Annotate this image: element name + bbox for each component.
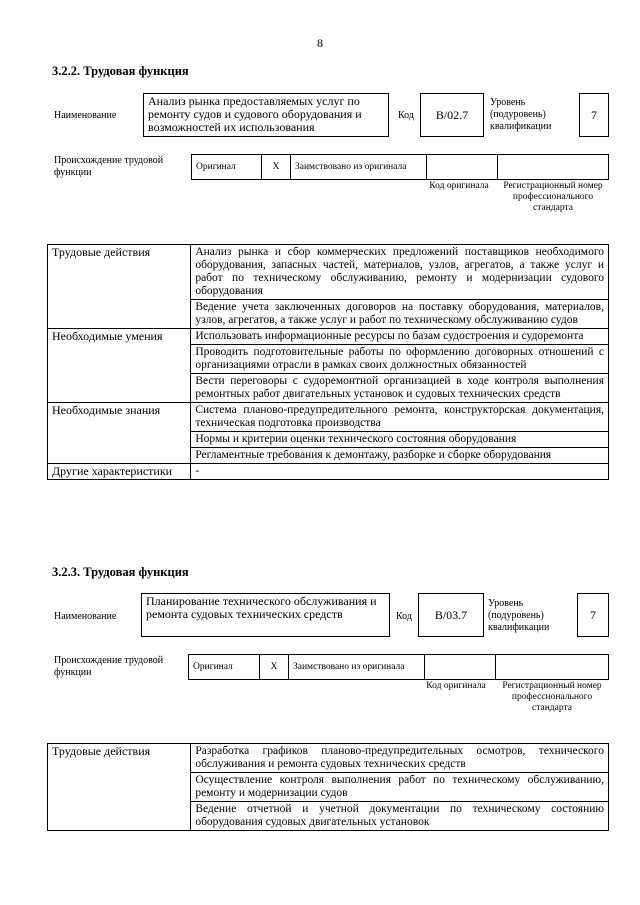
table-row <box>48 744 609 773</box>
code-label: Код <box>398 110 414 121</box>
origin-label: Происхождение трудовой функции <box>54 655 164 678</box>
row-item: Вести переговоры с судоремонтной организацией в ходе контроля выполнения ремонтных работ двигательных установок и судовых технических средств <box>191 374 609 403</box>
original-label: Оригинал <box>192 155 262 180</box>
qualification-level-box: 7 <box>577 593 609 637</box>
row-item: Использовать информационные ресурсы по базам судостроения и судоремонта <box>191 329 609 345</box>
row-item: Осуществление контроля выполнения работ по техническому обслуживанию, ремонту и модернизации судов <box>191 773 609 802</box>
original-mark: X <box>260 655 289 680</box>
origin-table <box>188 654 609 680</box>
origin-table <box>191 154 609 180</box>
name-label: Наименование <box>54 110 117 121</box>
origin-code-caption: Код оригинала <box>426 681 486 691</box>
row-head: Другие характеристики <box>48 464 191 480</box>
table-row <box>48 329 609 345</box>
original-mark: X <box>262 155 291 180</box>
section-title: 3.2.3. Трудовая функция <box>52 565 189 579</box>
row-head: Необходимые знания <box>48 403 191 464</box>
row-item: - <box>191 464 609 480</box>
borrowed-label: Заимствовано из оригинала <box>289 655 425 680</box>
row-head: Необходимые умения <box>48 329 191 403</box>
qualification-level-label: Уровень (подуровень) квалификации <box>490 97 552 132</box>
code-label: Код <box>396 611 412 622</box>
function-code-box: В/02.7 <box>420 93 484 137</box>
row-item: Ведение учета заключенных договоров на поставку оборудования, материалов, узлов, агрегатов, а также услуг и работ по техническому обслуживанию судов <box>191 300 609 329</box>
reg-number-cell <box>496 655 609 680</box>
row-item: Ведение отчетной и учетной документации по техническому состоянию оборудования судовых двигательных установок <box>191 802 609 831</box>
reg-number-caption: Регистрационный номер профессионального стандарта <box>503 181 603 213</box>
row-item: Регламентные требования к демонтажу, разборке и сборке оборудования <box>191 448 609 464</box>
qualification-level-label: Уровень (подуровень) квалификации <box>488 598 550 633</box>
row-head: Трудовые действия <box>48 245 191 329</box>
row-head: Трудовые действия <box>48 744 191 831</box>
reg-number-cell <box>498 155 609 180</box>
section-title: 3.2.2. Трудовая функция <box>52 64 189 78</box>
function-name-box: Планирование технического обслуживания и ремонта судовых технических средств <box>141 593 390 637</box>
table-row <box>48 464 609 480</box>
original-label: Оригинал <box>189 655 260 680</box>
name-label: Наименование <box>54 611 117 622</box>
row-item: Анализ рынка и сбор коммерческих предложений поставщиков необходимого оборудования, запасных частей, материалов, узлов, агрегатов, а также услуг и работ по техническому обслуживанию, ремонту и модернизации судового оборудования <box>191 245 609 300</box>
origin-code-cell <box>425 655 496 680</box>
table-row <box>48 403 609 432</box>
function-name-box: Анализ рынка предоставляемых услуг по ремонту судов и судового оборудования и возможностей их использования <box>143 93 389 137</box>
row-item: Разработка графиков планово-предупредительных осмотров, технического обслуживания и ремонта судовых технических средств <box>191 744 609 773</box>
reg-number-caption: Регистрационный номер профессионального стандарта <box>502 681 602 713</box>
row-item: Система планово-предупредительного ремонта, конструкторская документация, техническая подготовка производства <box>191 403 609 432</box>
row-item: Нормы и критерии оценки технического состояния оборудования <box>191 432 609 448</box>
requirements-table <box>47 244 609 480</box>
borrowed-label: Заимствовано из оригинала <box>291 155 427 180</box>
origin-code-caption: Код оригинала <box>429 181 489 191</box>
origin-label: Происхождение трудовой функции <box>54 155 164 178</box>
table-row <box>48 245 609 300</box>
requirements-table <box>47 743 609 831</box>
function-code-box: В/03.7 <box>418 593 484 637</box>
origin-code-cell <box>427 155 498 180</box>
page-number: 8 <box>317 36 323 50</box>
row-item: Проводить подготовительные работы по оформлению договорных отношений с организациями отрасли в рамках своих должностных обязанностей <box>191 345 609 374</box>
qualification-level-box: 7 <box>579 93 609 137</box>
